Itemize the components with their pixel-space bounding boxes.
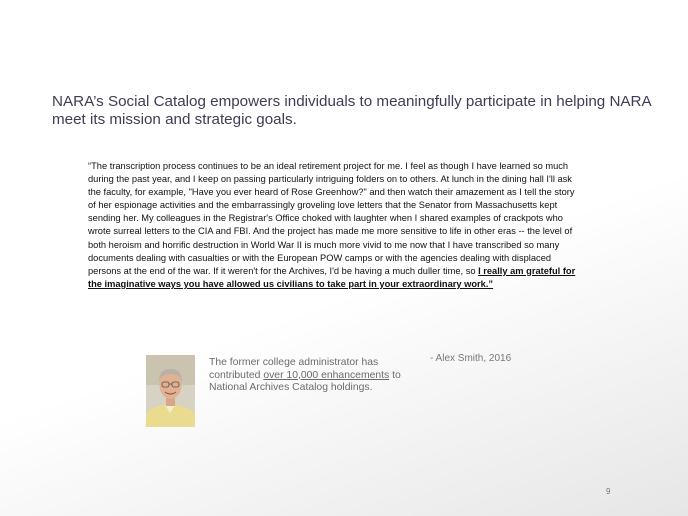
caption-text-after: to National Archives Catalog holdings.: [209, 369, 401, 394]
quote-text: “The transcription process continues to be an ideal retirement project for me. I feel as though I have learned so much during the past year, and I keep on passing particularly intriguing folders on to others. At lunch in the dining hall I'll ask the faculty, for example, "Have you ever heard of Rose Greenhow?" and then watch their amazement as I tell the story of her espionage activities and the embarrassingly groveling love letters that the Senator from Massachusetts kept sending her. My colleagues in the Registrar's Office choked with laughter when I shared examples of crackpots who wrote surreal letters to the CIA and FBI. And the project has made me more sensitive to life in other eras -- the level of both heroism and horrific destruction in World War II is much more vivid to me now that I have transcribed so many documents dealing with casualties or with the European POW camps or with the agencies dealing with displaced persons at the end of the war. If it weren't for the Archives, I'd be having a much duller time, so: [88, 161, 575, 276]
caption-text-before: The former college administrator has contributed: [209, 357, 379, 381]
contributor-portrait-image: [146, 355, 195, 427]
testimonial-quote: [88, 160, 578, 291]
quote-highlight: I really am grateful for the imaginative ways you have allowed us civilians to take part in your extraordinary work.”: [88, 265, 576, 289]
quote-attribution: - Alex Smith, 2016: [430, 353, 512, 364]
contributor-caption: [209, 357, 409, 395]
slide-headline: NARA’s Social Catalog empowers individuals to meaningfully participate in helping NARA meet its mission and strategic goals.: [52, 93, 651, 128]
page-number: 9: [606, 487, 611, 496]
caption-underlined: over 10,000 enhancements: [263, 369, 390, 381]
contributor-photo: [146, 355, 195, 427]
